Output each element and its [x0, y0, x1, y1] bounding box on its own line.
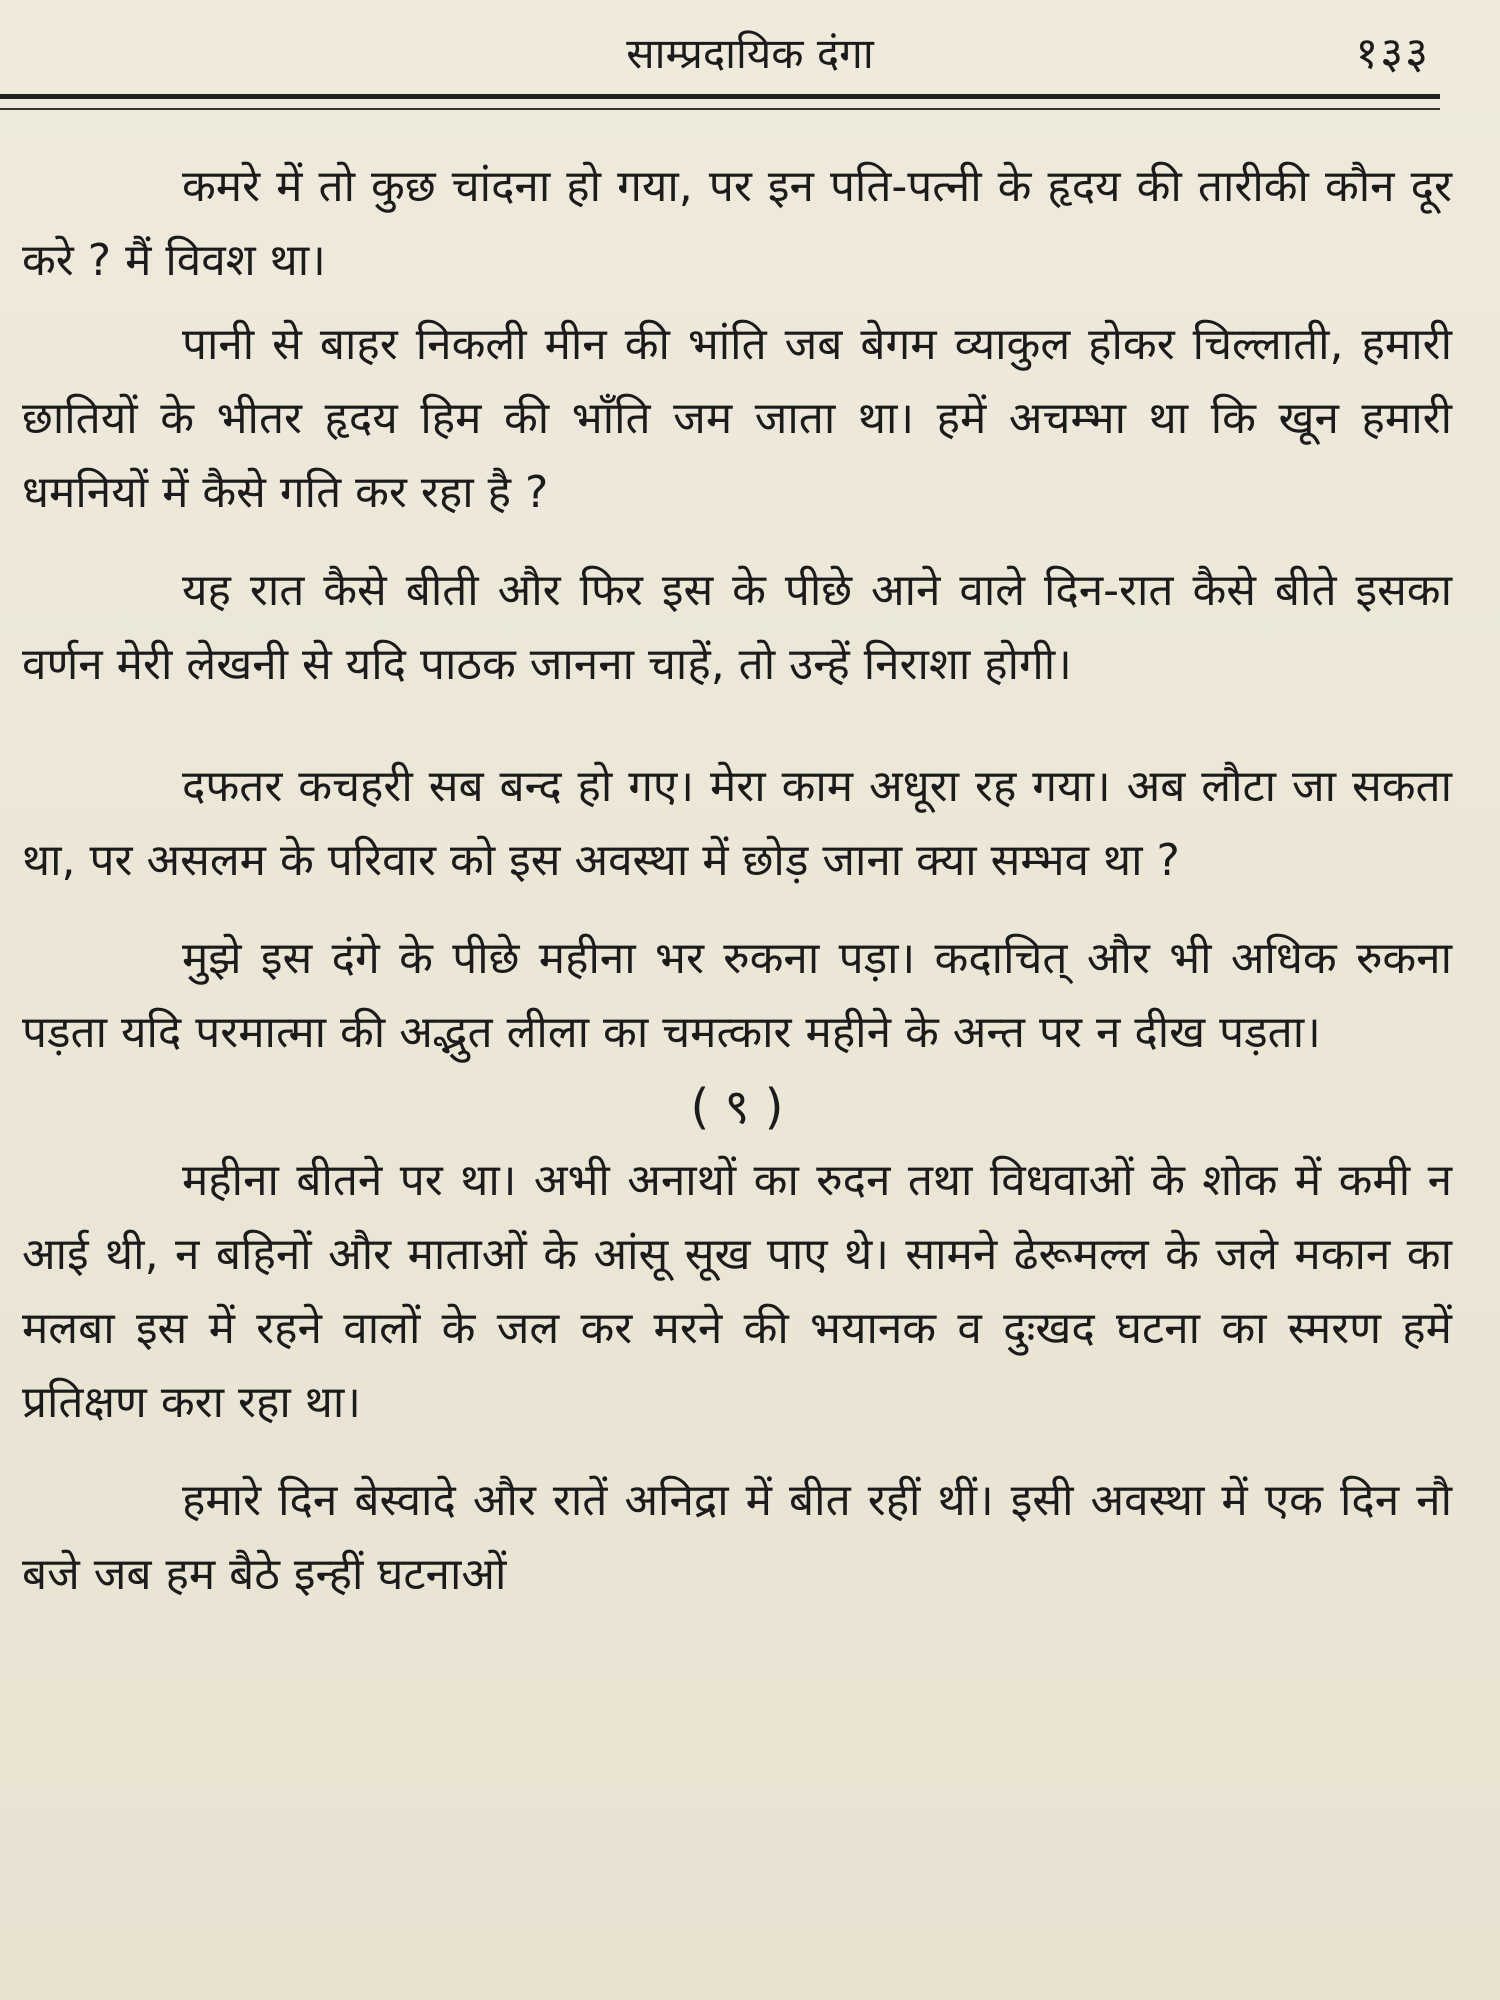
- paragraph: कमरे में तो कुछ चांदना हो गया, पर इन पति-पत्नी के हृदय की तारीकी कौन दूर करे ? मैं विवश था।: [22, 161, 1452, 286]
- paragraph: मुझे इस दंगे के पीछे महीना भर रुकना पड़ा। कदाचित् और भी अधिक रुकना पड़ता यदि परमात्मा की अद्भुत लीला का चमत्कार महीने के अन्त पर न दीख पड़ता।: [22, 933, 1452, 1058]
- paragraph: महीना बीतने पर था। अभी अनाथों का रुदन तथा विधवाओं के शोक में कमी न आई थी, न बहिनों और माताओं के आंसू सूख पाए थे। सामने ढेरूमल्ल के जले मकान का मलबा इस में रहने वालों के जल कर मरने की भयानक व दुःखद घटना का स्मरण हमें प्रतिक्षण करा रहा था।: [22, 1155, 1452, 1428]
- running-title: साम्प्रदायिक दंगा: [626, 29, 874, 78]
- paragraph: दफतर कचहरी सब बन्द हो गए। मेरा काम अधूरा रह गया। अब लौटा जा सकता था, पर असलम के परिवार को इस अवस्था में छोड़ जाना क्या सम्भव था ?: [22, 761, 1452, 886]
- page-number: १३३: [1355, 28, 1430, 79]
- header-rule: [0, 94, 1440, 99]
- paragraph: यह रात कैसे बीती और फिर इस के पीछे आने वाले दिन-रात कैसे बीते इसका वर्णन मेरी लेखनी से यदि पाठक जानना चाहें, तो उन्हें निराशा होगी।: [22, 565, 1452, 690]
- section-number: ( ९ ): [690, 1079, 784, 1135]
- paragraph: हमारे दिन बेस्वादे और रातें अनिद्रा में बीत रहीं थीं। इसी अवस्था में एक दिन नौ बजे जब हम बैठे इन्हीं घटनाओं: [22, 1475, 1452, 1600]
- paragraph: पानी से बाहर निकली मीन की भांति जब बेगम व्याकुल होकर चिल्लाती, हमारी छातियों के भीतर हृदय हिम की भाँति जम जाता था। हमें अचम्भा था कि खून हमारी धमनियों में कैसे गति कर रहा है ?: [22, 319, 1452, 518]
- header-rule-thin: [0, 108, 1440, 110]
- page-body: [22, 150, 1452, 1612]
- page-header: [0, 18, 1500, 88]
